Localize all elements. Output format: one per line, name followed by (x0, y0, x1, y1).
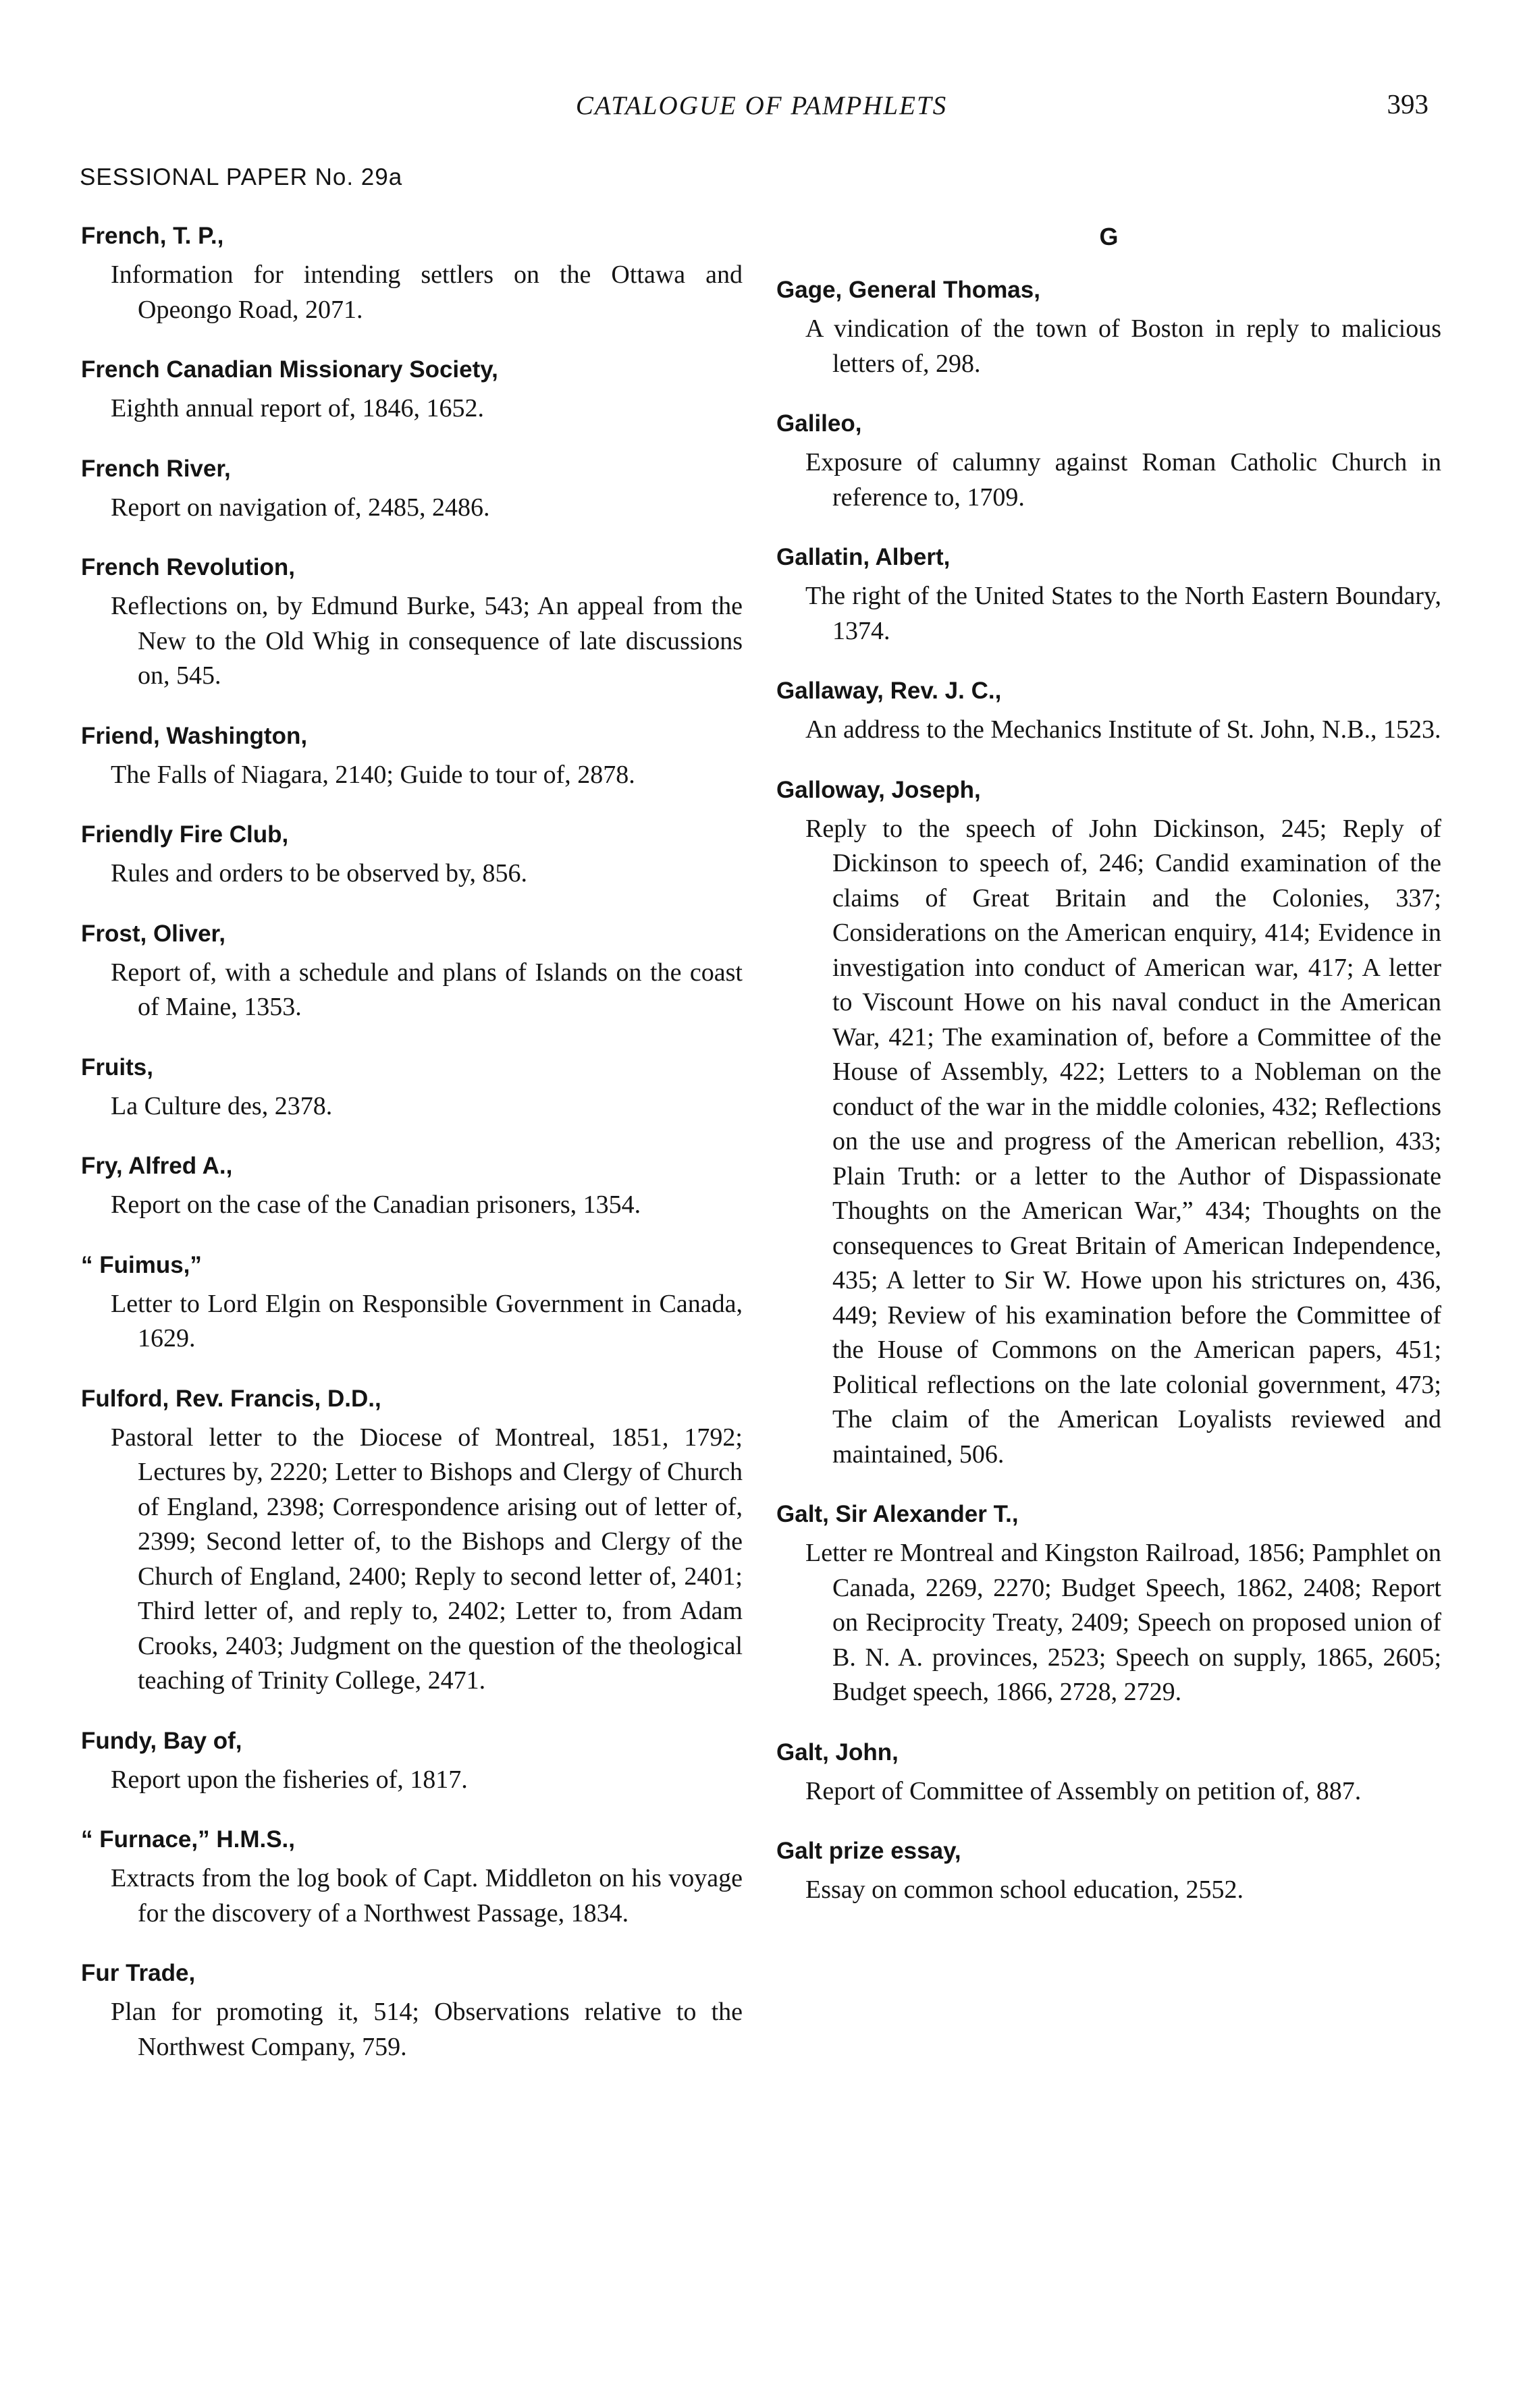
index-entry (81, 819, 743, 892)
entry-body: An address to the Mechanics Institute of St. John, N.B., 1523. (805, 715, 1441, 744)
entry-heading: Galt, Sir Alexander T., (776, 1501, 1019, 1527)
entry-heading: French Canadian Missionary Society, (81, 356, 498, 383)
entry-body: Reflections on, by Edmund Burke, 543; An appeal from the New to the Old Whig in consequence of late discussions on, 545. (111, 592, 743, 690)
entry-heading: Fur Trade, (81, 1960, 196, 1986)
entry-body: Eighth annual report of, 1846, 1652. (111, 394, 485, 422)
entry-heading: Fry, Alfred A., (81, 1153, 233, 1179)
entry-heading: Galloway, Joseph, (776, 776, 981, 803)
entry-body: Report on navigation of, 2485, 2486. (111, 493, 490, 522)
running-header-title: CATALOGUE OF PAMPHLETS (575, 91, 948, 120)
index-entry (776, 675, 1441, 748)
entry-heading: French River, (81, 455, 231, 482)
index-entry (81, 354, 743, 427)
section-letter: G (1099, 223, 1119, 250)
entry-heading: Gage, General Thomas, (776, 277, 1040, 303)
index-entry (776, 408, 1441, 515)
entry-heading: Galt, John, (776, 1739, 899, 1766)
entry-body: Extracts from the log book of Capt. Middleton on his voyage for the discovery of a Northwest Passage, 1834. (111, 1864, 743, 1927)
entry-body: Exposure of calumny against Roman Catholic Church in reference to, 1709. (805, 448, 1441, 512)
left-column (81, 220, 743, 2091)
index-entry (81, 1824, 743, 1931)
entry-heading: Frost, Oliver, (81, 920, 225, 947)
entry-body: Pastoral letter to the Diocese of Montreal, 1851, 1792; Lectures by, 2220; Letter to Bishops and Clergy of Church of England, 2398; Correspondence arising out of letter of, 2399; Second letter of, to the Bishops and Clergy of the Church of England, 2400; Reply to second letter of, 2401; Third letter of, and reply to, 2402; Letter to, from Adam Crooks, 2403; Judgment on the question of the theological teaching of Trinity College, 2471. (111, 1423, 743, 1695)
entry-body: Letter to Lord Elgin on Responsible Government in Canada, 1629. (111, 1289, 743, 1352)
entry-heading: “ Fuimus,” (81, 1251, 202, 1278)
entry-body: Information for intending settlers on the Ottawa and Opeongo Road, 2071. (111, 261, 743, 324)
index-entry (776, 1736, 1441, 1809)
entry-heading: Fruits, (81, 1054, 153, 1080)
entry-heading: Fulford, Rev. Francis, D.D., (81, 1385, 381, 1412)
index-entry (81, 918, 743, 1025)
index-entry (81, 551, 743, 694)
index-entry (81, 453, 743, 526)
index-entry (81, 1051, 743, 1124)
entry-body: The right of the United States to the North Eastern Boundary, 1374. (805, 582, 1441, 645)
index-entry (776, 1835, 1441, 1908)
entry-heading: “ Furnace,” H.M.S., (81, 1826, 295, 1853)
entry-heading: Galt prize essay, (776, 1838, 961, 1864)
entry-body: Report of Committee of Assembly on petition of, 887. (805, 1776, 1362, 1805)
entry-body: Report on the case of the Canadian prisoners, 1354. (111, 1191, 641, 1219)
entry-body: The Falls of Niagara, 2140; Guide to tour of, 2878. (111, 760, 635, 789)
index-entry (81, 1725, 743, 1798)
entry-heading: Galileo, (776, 410, 862, 437)
entry-body: Letter re Montreal and Kingston Railroad, 1856; Pamphlet on Canada, 2269, 2270; Budget Speech, 1862, 2408; Report on Reciprocity Treaty, 2409; Speech on proposed union of B. N. A. provinces, 2523; Speech on supply, 1865, 2605; Budget speech, 1866, 2728, 2729. (805, 1539, 1441, 1706)
index-entry (776, 541, 1441, 649)
index-entry (776, 274, 1441, 381)
sessional-paper-label: SESSIONAL PAPER No. 29a (80, 164, 403, 190)
entry-body: Rules and orders to be observed by, 856. (111, 859, 528, 887)
entry-heading: Gallatin, Albert, (776, 544, 951, 570)
entry-body: Report upon the fisheries of, 1817. (111, 1765, 468, 1794)
entry-body: Reply to the speech of John Dickinson, 245; Reply of Dickinson to speech of, 246; Candid examination of the claims of Great Britain and the Colonies, 337; Considerations on the American enquiry, 414; Evidence in investigation into conduct of American war, 417; A letter to Viscount Howe on his naval conduct in the American War, 421; The examination of, before a Committee of the House of Assembly, 422; Letters to a Nobleman on the conduct of the war in the middle colonies, 432; Reflections on the use and progress of the American rebellion, 433; Plain Truth: or a letter to the Author of Dispassionate Thoughts on the American War,” 434; Thoughts on the consequences to Great Britain of American Independence, 435; A letter to Sir W. Howe upon his strictures on, 436, 449; Review of his examination before the Committee of the House of Commons on the American papers, 451; Political reflections on the late colonial government, 473; The claim of the American Loyalists reviewed and maintained, 506. (805, 814, 1441, 1469)
index-entry (776, 1498, 1441, 1710)
index-entry (81, 720, 743, 793)
entry-body: La Culture des, 2378. (111, 1091, 333, 1120)
index-entry (81, 1150, 743, 1223)
entry-body: A vindication of the town of Boston in reply to malicious letters of, 298. (805, 314, 1441, 378)
index-entry (776, 774, 1441, 1473)
page-number: 393 (1387, 88, 1428, 119)
entry-body: Plan for promoting it, 514; Observations relative to the Northwest Company, 759. (111, 1998, 743, 2061)
entry-body: Report of, with a schedule and plans of Islands on the coast of Maine, 1353. (111, 958, 743, 1021)
entry-heading: Gallaway, Rev. J. C., (776, 678, 1002, 704)
entry-heading: Fundy, Bay of, (81, 1727, 242, 1754)
index-entry (81, 1249, 743, 1357)
entry-heading: Friendly Fire Club, (81, 821, 289, 848)
entry-heading: French, T. P., (81, 223, 224, 249)
index-entry (81, 1957, 743, 2064)
index-entry (81, 220, 743, 327)
entry-heading: French Revolution, (81, 554, 295, 580)
entry-heading: Friend, Washington, (81, 722, 308, 749)
entry-body: Essay on common school education, 2552. (805, 1876, 1244, 1904)
right-column (776, 220, 1441, 1934)
index-entry (81, 1383, 743, 1699)
